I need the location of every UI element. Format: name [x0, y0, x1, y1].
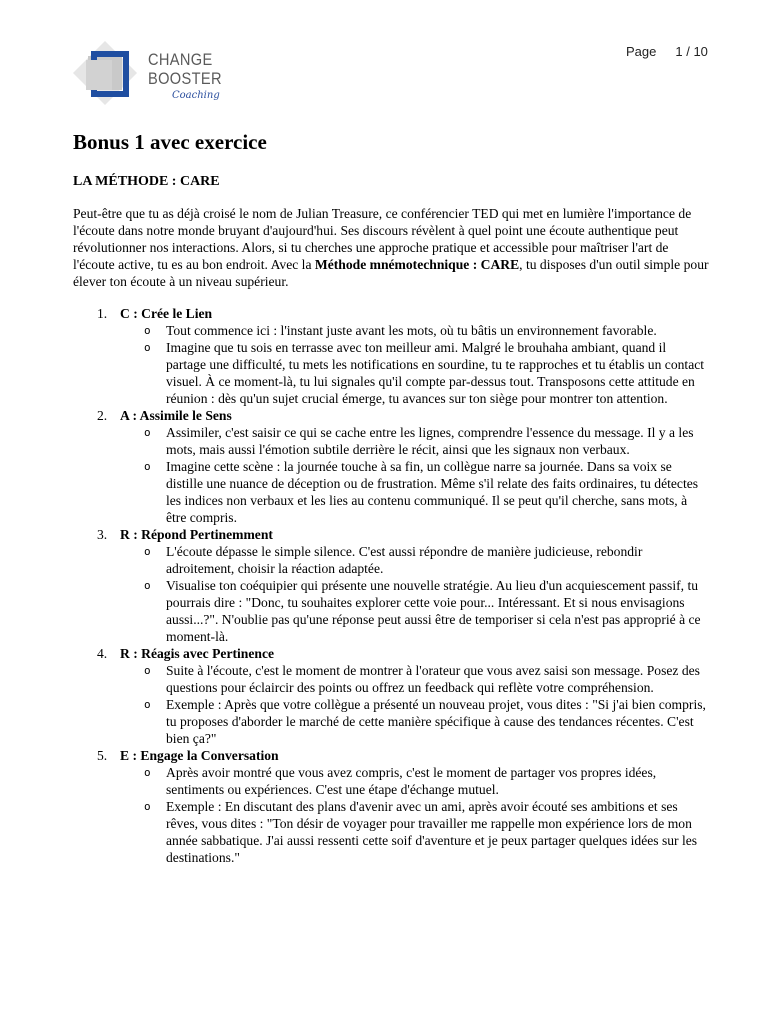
- bullet-text: Imagine cette scène : la journée touche à sa fin, un collègue narre sa journée. Dans sa voix se distille une nuance de déception ou de frustration. Même s'il relate des faits ordinaires, tu détectes les indices non verbaux et les lies au contenu communiqué. Il se peut qu'il cherche, sans mots, à être compris.: [166, 459, 699, 525]
- step-item-c: [73, 305, 713, 407]
- bullet-text: Visualise ton coéquipier qui présente une nouvelle stratégie. Au lieu d'un acquiescement passif, tu pourrais dire : "Donc, tu souhaites explorer cette voie pour... Intéressant. Et si nous envisagions aussi...?". N'oublie pas qu'une réponse peut aussi être de temporiser si cela n'est pas approprié à ce moment-là.: [166, 578, 701, 644]
- step-title: E : Engage la Conversation: [120, 748, 279, 763]
- bullet-text: Assimiler, c'est saisir ce qui se cache entre les lignes, comprendre l'essence du message. Il y a les mots, mais aussi l'émotion subtile derrière le récit, ainsi que les signaux non verbaux.: [166, 425, 694, 457]
- change-booster-logo: [72, 40, 222, 106]
- step-title: C : Crée le Lien: [120, 306, 213, 321]
- bullet-circle-icon: o: [144, 324, 151, 337]
- logo-line-booster: BOOSTER: [148, 69, 222, 88]
- bullet-item: [120, 662, 713, 696]
- bullet-circle-icon: o: [144, 426, 151, 439]
- step-number: 2.: [97, 408, 108, 423]
- bullet-circle-icon: o: [144, 766, 151, 779]
- step-item-a: [73, 407, 713, 526]
- step-number: 4.: [97, 646, 108, 661]
- bullet-circle-icon: o: [144, 698, 151, 711]
- bullet-text: Exemple : En discutant des plans d'avenir avec un ami, après avoir écouté ses ambitions et ses rêves, vous dites : "Ton désir de voyager pour travailler me rappelle mon expérience lors de mon année sabbatique. J'ai aussi ressenti cette soif d'aventure et je peux partager quelques idées sur les destinations.": [166, 799, 698, 865]
- bullet-item: [120, 424, 713, 458]
- bullet-circle-icon: o: [144, 341, 151, 354]
- bullet-text: L'écoute dépasse le simple silence. C'est aussi répondre de manière judicieuse, rebondir adroitement, choisir la réaction adaptée.: [166, 544, 643, 576]
- logo-wordmark: [148, 50, 222, 88]
- bullet-circle-icon: o: [144, 800, 151, 813]
- bullet-item: [120, 696, 713, 747]
- step-bullets: [120, 662, 713, 747]
- bullet-circle-icon: o: [144, 545, 151, 558]
- intro-bold-method: Méthode mnémotechnique : CARE: [314, 257, 520, 272]
- bullet-text: Imagine que tu sois en terrasse avec ton meilleur ami. Malgré le brouhaha ambiant, quand il partage une difficulté, tu mets les notifications en sourdine, tu te rapproches et tu établis un contact visuel. À ce moment-là, tu lui signales qu'il compte par-dessus tout. Transposons cette attitude en réunion : dès qu'un sujet crucial émerge, tu avances sur ton siège pour montrer ton attention.: [166, 340, 705, 406]
- document-title: Bonus 1 avec exercice: [73, 130, 267, 154]
- bullet-item: [120, 543, 713, 577]
- method-subtitle: LA MÉTHODE : CARE: [73, 174, 220, 189]
- bullet-text: Tout commence ici : l'instant juste avant les mots, où tu bâtis un environnement favorable.: [166, 323, 657, 338]
- page-label: Page: [626, 44, 657, 59]
- bullet-item: [120, 798, 713, 866]
- bullet-text: Suite à l'écoute, c'est le moment de montrer à l'orateur que vous avez saisi son message. Posez des questions pour éclaircir des points ou offrez un feedback qui reflète votre compréhension.: [166, 663, 700, 695]
- step-item-r1: [73, 526, 713, 645]
- bullet-item: [120, 764, 713, 798]
- step-number: 3.: [97, 527, 108, 542]
- intro-text-before: Peut-être que tu as déjà croisé le nom de Julian Treasure, ce conférencier TED qui met en lumière l'importance de l'écoute dans notre monde bruyant d'aujourd'hui. Ses discours révèlent à quel point une écoute authentique peut révolutionner nos interactions. Alors, si tu cherches une approche pratique et accessible pour maîtriser l'art de l'écoute active, tu es au bon endroit. Avec la: [73, 206, 692, 272]
- step-number: 1.: [97, 306, 108, 321]
- step-bullets: [120, 424, 713, 526]
- bullet-item: [120, 322, 713, 339]
- page-number: 1 / 10: [675, 44, 708, 59]
- step-title: R : Réagis avec Pertinence: [120, 646, 275, 661]
- intro-paragraph: [73, 205, 713, 290]
- logo-square-icon: [72, 40, 138, 106]
- step-bullets: [120, 543, 713, 645]
- step-bullets: [120, 764, 713, 866]
- step-item-r2: [73, 645, 713, 747]
- document-body: [73, 128, 713, 866]
- bullet-text: Après avoir montré que vous avez compris, c'est le moment de partager vos propres idées, sentiments ou expériences. C'est une étape d'échange mutuel.: [166, 765, 657, 797]
- bullet-item: [120, 339, 713, 407]
- bullet-circle-icon: o: [144, 460, 151, 473]
- intro-text-after: , tu disposes d'un outil simple pour élever ton écoute à un niveau supérieur.: [73, 257, 709, 289]
- step-number: 5.: [97, 748, 108, 763]
- step-title: R : Répond Pertinemment: [120, 527, 273, 542]
- step-item-e: [73, 747, 713, 866]
- page-counter: [626, 44, 708, 59]
- bullet-circle-icon: o: [144, 664, 151, 677]
- bullet-text: Exemple : Après que votre collègue a présenté un nouveau projet, vous dites : "Si j'ai bien compris, tu proposes d'aborder le marché de cette manière spécifique à cause des tendances récentes. C'est bien ça?": [166, 697, 706, 746]
- bullet-circle-icon: o: [144, 579, 151, 592]
- logo-line-change: CHANGE: [148, 50, 213, 69]
- logo-coaching-script: Coaching: [172, 90, 220, 101]
- care-steps-list: [73, 305, 713, 866]
- step-bullets: [120, 322, 713, 407]
- step-title: A : Assimile le Sens: [120, 408, 232, 423]
- bullet-item: [120, 577, 713, 645]
- bullet-item: [120, 458, 713, 526]
